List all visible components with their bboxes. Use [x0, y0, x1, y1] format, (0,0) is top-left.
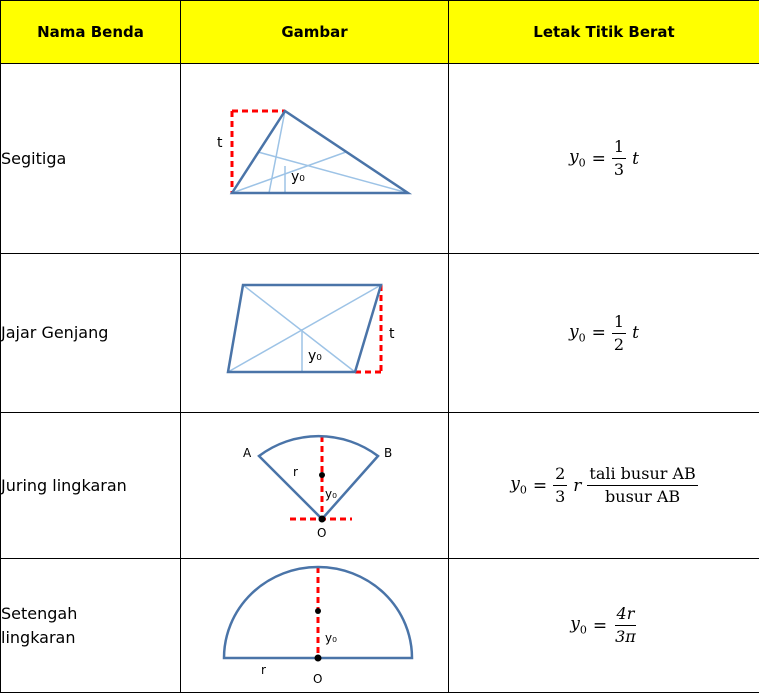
triangle-figure-cell	[181, 64, 449, 254]
parallelogram-formula: $y_0$ = $\frac{1}{2}$ t	[449, 254, 759, 413]
row-sector	[1, 413, 759, 559]
parallelogram-y0-label: y₀	[308, 348, 322, 364]
semicircle-diagram	[181, 559, 449, 688]
triangle-height-label: t	[217, 135, 223, 151]
triangle-outline	[232, 111, 408, 193]
parallelogram-diagonal-1	[243, 285, 355, 372]
triangle-diagram	[181, 64, 449, 249]
semicircle-name-line1: Setengah	[1, 602, 180, 626]
semicircle-figure-cell	[181, 559, 449, 693]
triangle-formula: $y_0$ = $\frac{1}{3}$ t	[449, 64, 759, 254]
header-name: Nama Benda	[1, 1, 181, 64]
semicircle-name	[1, 559, 181, 693]
sector-label-a: A	[243, 446, 252, 460]
header-image: Gambar	[181, 1, 449, 64]
parallelogram-height-label: t	[389, 326, 395, 342]
sector-centroid-dot	[319, 472, 325, 478]
sector-label-y0: y₀	[325, 487, 337, 501]
triangle-median-3	[258, 152, 408, 193]
triangle-median-2	[232, 152, 346, 193]
row-parallelogram	[1, 254, 759, 413]
sector-diagram	[181, 413, 449, 554]
semicircle-center-dot	[315, 655, 322, 662]
triangle-y0-label: y₀	[291, 169, 305, 185]
sector-formula: $y_0$ = $\frac{2}{3}$ r $\frac{\text{tali busur AB}}{\text{busur AB}}$	[449, 413, 759, 559]
semicircle-label-o: O	[313, 672, 322, 686]
sector-name: Juring lingkaran	[1, 413, 181, 559]
sector-center-dot	[319, 516, 326, 523]
sector-label-o: O	[317, 526, 326, 540]
parallelogram-name: Jajar Genjang	[1, 254, 181, 413]
sector-figure-cell	[181, 413, 449, 559]
row-triangle	[1, 64, 759, 254]
semicircle-formula: $y_0$ = $\frac{4r}{3\pi}$	[449, 559, 759, 693]
header-row	[1, 1, 759, 64]
semicircle-label-r: r	[261, 663, 266, 677]
semicircle-label-y0: y₀	[325, 631, 337, 645]
sector-label-b: B	[384, 446, 392, 460]
header-position: Letak Titik Berat	[449, 1, 759, 64]
row-semicircle	[1, 559, 759, 693]
sector-outline	[259, 436, 378, 519]
semicircle-name-line2: lingkaran	[1, 626, 180, 650]
semicircle-centroid-dot	[315, 608, 321, 614]
triangle-name: Segitiga	[1, 64, 181, 254]
sector-label-r: r	[293, 465, 298, 479]
parallelogram-diagram	[181, 254, 449, 408]
parallelogram-figure-cell	[181, 254, 449, 413]
